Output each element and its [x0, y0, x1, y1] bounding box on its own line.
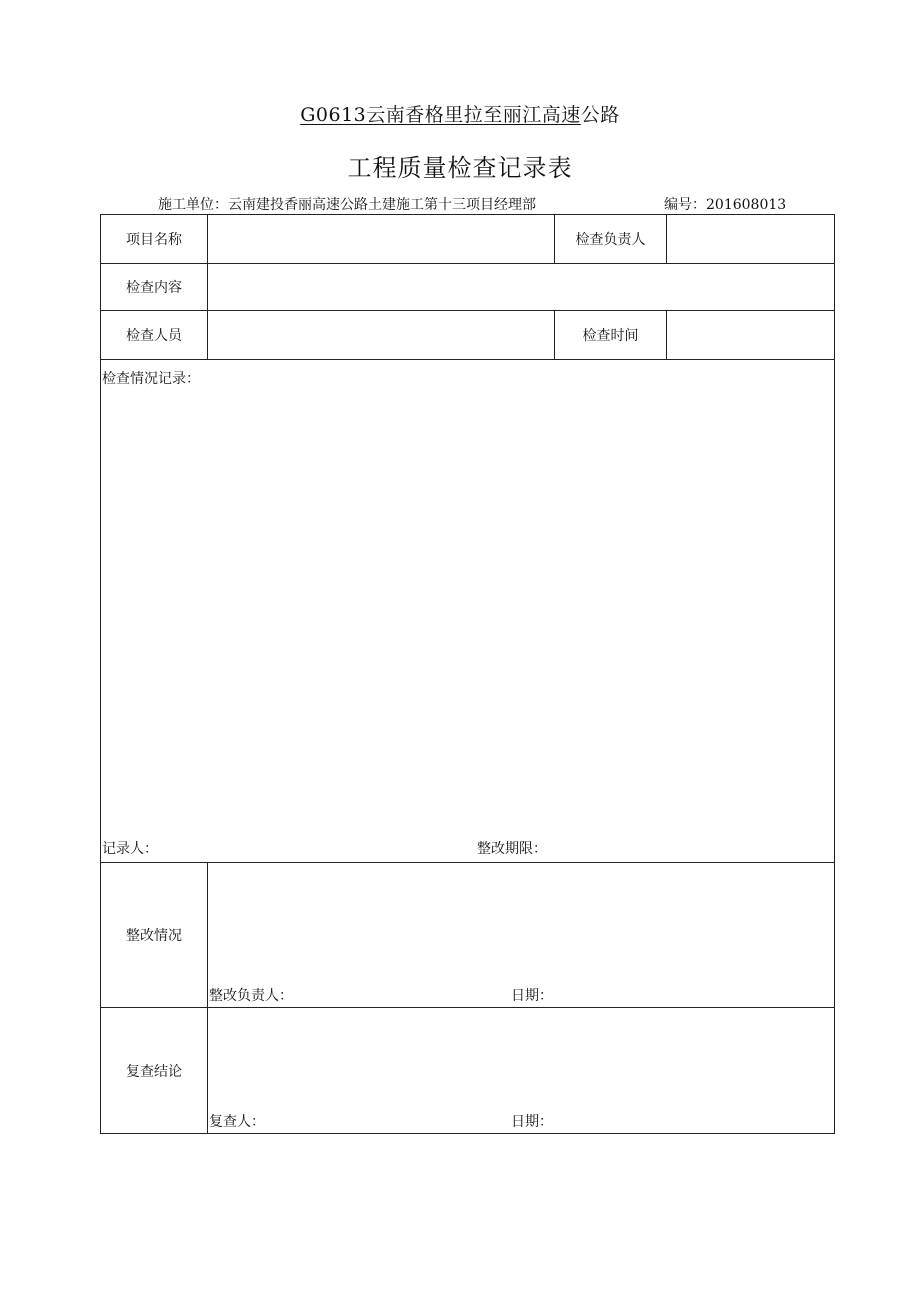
title-underlined: G0613云南香格里拉至丽江高速: [300, 104, 581, 126]
content-field[interactable]: [208, 264, 835, 311]
row-project: [101, 215, 835, 264]
inspectors-field[interactable]: [208, 311, 555, 360]
recorder-label: 记录人：: [102, 841, 158, 857]
inspectors-label: 检查人员: [101, 311, 208, 360]
rectify-label: 整改情况: [101, 863, 208, 1008]
form-number: 编号：201608013: [664, 197, 787, 213]
inspection-time-label: 检查时间: [555, 311, 667, 360]
form-title: 工程质量检查记录表: [347, 154, 573, 182]
row-review: [101, 1008, 835, 1134]
row-rectify: [101, 863, 835, 1008]
project-name-field[interactable]: [208, 215, 555, 264]
content-label: 检查内容: [101, 264, 208, 311]
review-date-label: 日期：: [511, 1114, 553, 1130]
review-label: 复查结论: [101, 1008, 208, 1134]
inspector-lead-field[interactable]: [667, 215, 835, 264]
construction-unit: 施工单位：云南建投香丽高速公路土建施工第十三项目经理部: [158, 197, 536, 213]
reviewer-label: 复查人：: [209, 1114, 265, 1130]
deadline-label: 整改期限：: [477, 841, 547, 857]
row-content: [101, 264, 835, 311]
row-record: [101, 360, 835, 863]
rectify-date-label: 日期：: [511, 988, 553, 1004]
project-name-label: 项目名称: [101, 215, 208, 264]
rectify-owner-label: 整改负责人：: [209, 988, 293, 1004]
document-title: [0, 100, 920, 127]
row-inspectors: [101, 311, 835, 360]
inspector-lead-label: 检查负责人: [555, 215, 667, 264]
inspection-time-field[interactable]: [667, 311, 835, 360]
record-label: 检查情况记录：: [102, 371, 200, 387]
inspection-form-table: [100, 214, 835, 1134]
inspection-record-area[interactable]: [101, 360, 835, 863]
review-area[interactable]: [208, 1008, 835, 1134]
rectify-area[interactable]: [208, 863, 835, 1008]
title-rest: 公路: [580, 104, 620, 126]
